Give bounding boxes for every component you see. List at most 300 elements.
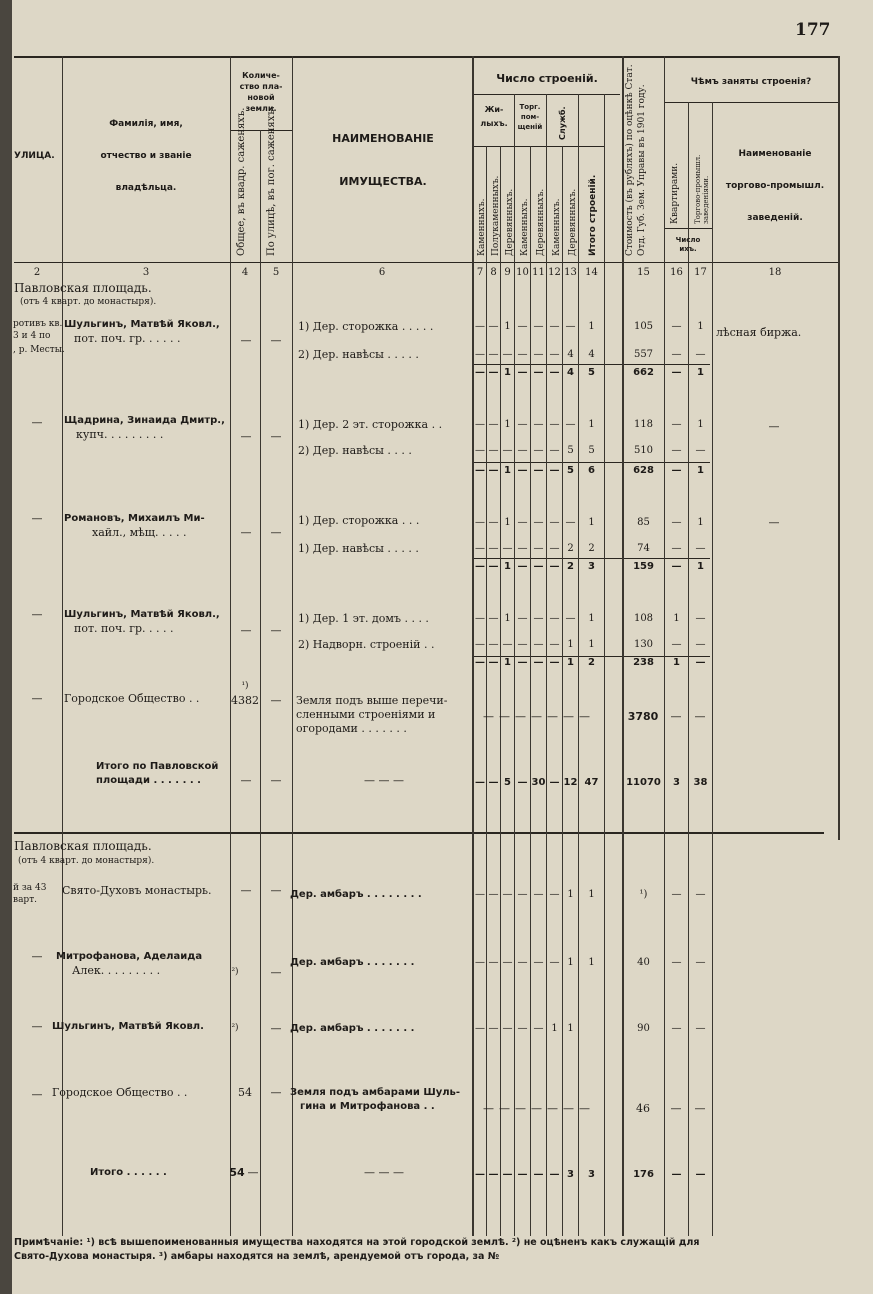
- land-area: 54: [238, 1086, 252, 1099]
- row-cell: 118: [633, 419, 654, 430]
- row-cell: 1: [588, 889, 595, 900]
- property-name: 1) Дер. сторожка . . . . .: [298, 320, 434, 333]
- row-cell: —: [671, 1169, 682, 1180]
- owner-title: купч. . . . . . . . .: [76, 428, 164, 441]
- row-cell: 1: [588, 321, 595, 332]
- row-cell: —: [695, 543, 706, 554]
- owner-name: Городское Общество . .: [64, 692, 200, 705]
- row-cell: —: [502, 1169, 513, 1180]
- row-cell: 1: [673, 613, 680, 624]
- row-cell: 90: [637, 1023, 650, 1034]
- row-cell: 4: [567, 367, 574, 378]
- row-cell: —: [517, 889, 528, 900]
- header-land-3: новой: [247, 93, 275, 102]
- section1-subtitle: (отъ 4 кварт. до монастыря).: [20, 297, 157, 307]
- land-dash: —: [270, 966, 282, 979]
- row-cell: —: [695, 957, 706, 968]
- row-cell: —: [549, 321, 560, 332]
- column-number: 11: [532, 267, 545, 278]
- column-number: 2: [33, 267, 41, 278]
- row-cell: —: [695, 889, 706, 900]
- row-cell: —: [488, 657, 499, 668]
- row-cell: —: [695, 657, 706, 668]
- row-cell: —: [565, 517, 576, 528]
- property-name: 2) Дер. навѣсы . . . .: [298, 444, 412, 457]
- header-occupied: Чѣмъ заняты строенія?: [690, 77, 812, 87]
- total-label-2: площади . . . . . . .: [96, 775, 201, 786]
- row-cell: —: [517, 561, 528, 572]
- row-cell: —: [549, 613, 560, 624]
- header-street: УЛИЦА.: [14, 151, 55, 161]
- header-property-1: НАИМЕНОВАНІЕ: [332, 132, 434, 145]
- row-cell: 6: [588, 465, 595, 476]
- land-dash: —: [270, 430, 282, 443]
- land-dash: —: [270, 334, 282, 347]
- col-rule: [260, 130, 261, 1236]
- column-number: 17: [694, 267, 707, 278]
- row-cell: 1: [567, 957, 574, 968]
- property-name: Дер. амбаръ . . . . . . .: [290, 1023, 415, 1034]
- row-cell: 85: [637, 517, 650, 528]
- row-cell: —: [475, 561, 485, 572]
- row-cell: 1: [588, 419, 595, 430]
- property-name: 2) Надворн. строеній . .: [298, 638, 435, 651]
- row-cell: 105: [633, 321, 654, 332]
- owner-title: хайл., мѣщ. . . . .: [92, 526, 187, 539]
- row-cell: —: [671, 419, 682, 430]
- land-dash: —: [270, 774, 282, 787]
- col-rule: [712, 102, 713, 1236]
- column-number: 8: [490, 267, 497, 278]
- row-cell: —: [533, 561, 544, 572]
- row-cell: —: [475, 1169, 485, 1180]
- land-dash: —: [247, 1166, 259, 1179]
- header-c7: Каменныхъ.: [477, 198, 487, 256]
- row-cell: —: [695, 445, 706, 456]
- row-cell: 1: [567, 657, 574, 668]
- row-cell: 5: [588, 445, 595, 456]
- row-cell: —: [533, 445, 544, 456]
- section2-street-2: варт.: [13, 895, 38, 905]
- column-number: 6: [378, 267, 386, 278]
- header-bottom-rule: [14, 262, 838, 263]
- row-cell: —: [549, 517, 560, 528]
- street-dash: —: [31, 1088, 43, 1101]
- row-cell: —: [533, 639, 544, 650]
- land-dash: —: [270, 624, 282, 637]
- row-cell: 2: [588, 657, 595, 668]
- section-divider-rule: [14, 832, 824, 834]
- property-name: Дер. амбаръ . . . . . . .: [290, 957, 415, 968]
- subtotal-rule: [474, 364, 710, 365]
- row-cell: 1: [697, 321, 704, 332]
- value-cell: 3780: [627, 710, 659, 723]
- row-cell: —: [549, 445, 560, 456]
- row-cell: —: [549, 465, 560, 476]
- row-cell: 1: [697, 465, 704, 476]
- row-cell: —: [502, 1023, 513, 1034]
- owner-name: Шульгинъ, Матвѣй Яковл.,: [64, 609, 220, 620]
- header-residential-1: Жи-: [484, 105, 504, 114]
- row-cell: —: [475, 349, 485, 360]
- row-cell: 1: [504, 367, 511, 378]
- header-buildings: Число строеній.: [496, 72, 598, 85]
- header-c12: Каменныхъ.: [552, 198, 562, 256]
- property-name: Земля подъ выше перечи-: [296, 694, 448, 707]
- row-cell: 108: [633, 613, 654, 624]
- row-cell: —: [565, 613, 576, 624]
- row-cell: —: [517, 777, 528, 788]
- owner-name: Щадрина, Зинаида Дмитр.,: [64, 415, 225, 426]
- row-cell: 4: [567, 349, 574, 360]
- row-cell: —: [549, 561, 560, 572]
- enterprise-name: лѣсная биржа.: [716, 326, 802, 339]
- header-c9: Деревянныхъ.: [505, 188, 515, 256]
- row-cell: —: [488, 1169, 499, 1180]
- row-cell: 1: [504, 321, 511, 332]
- row-cell: 3: [588, 561, 595, 572]
- row-cell: —: [695, 639, 706, 650]
- row-cell: —: [549, 543, 560, 554]
- section1-street-3: , р. Месты.: [13, 345, 65, 355]
- column-number: 12: [548, 267, 561, 278]
- row-cell: —: [549, 657, 560, 668]
- row-cell: 47: [584, 777, 599, 788]
- row-cell: —: [517, 517, 528, 528]
- row-cell: 1: [697, 561, 704, 572]
- row-cell: —: [671, 957, 682, 968]
- row-cell: —: [517, 613, 528, 624]
- row-cell: —: [549, 419, 560, 430]
- row-cell: —: [475, 1023, 485, 1034]
- property-name: Земля подъ амбарами Шуль-: [290, 1087, 461, 1098]
- header-c17-count-1: Число: [675, 236, 701, 244]
- col-rule: [562, 146, 563, 1236]
- row-cell: 176: [633, 1169, 654, 1180]
- row-cell: —: [475, 445, 485, 456]
- row-cell: —: [517, 349, 528, 360]
- row-cell: —: [488, 419, 499, 430]
- header-trade-3: щеній: [517, 123, 543, 131]
- row-cell: —: [533, 1169, 544, 1180]
- header-c11: Деревянныхъ.: [536, 188, 546, 256]
- street-dash: —: [31, 416, 43, 429]
- land-dash: —: [270, 1086, 282, 1099]
- property-name: 1) Дер. сторожка . . .: [298, 514, 420, 527]
- row-cell: 11070: [626, 777, 661, 788]
- row-cell: —: [475, 367, 485, 378]
- row-cell: —: [533, 367, 544, 378]
- row-cell: —: [671, 465, 682, 476]
- land-dash: —: [270, 694, 282, 707]
- col-rule: [500, 146, 501, 1236]
- header-land-1: Количе-: [242, 71, 280, 80]
- header-land-4: земли.: [245, 104, 277, 113]
- row-cell: —: [533, 321, 544, 332]
- row-cell: —: [671, 1023, 682, 1034]
- page-number: 177: [795, 20, 831, 40]
- row-cell: 5: [504, 777, 511, 788]
- header-c14: Итого строеній.: [588, 174, 598, 256]
- row-cell: —: [502, 639, 513, 650]
- row-cell: 38: [693, 777, 708, 788]
- owner-name: Шульгинъ, Матвѣй Яковл.,: [64, 319, 220, 330]
- row-cell: —: [475, 321, 485, 332]
- row-cell: —: [671, 889, 682, 900]
- row-cell: —: [549, 957, 560, 968]
- total-label: Итого . . . . . .: [90, 1167, 167, 1178]
- row-cell: —: [549, 349, 560, 360]
- column-number: 5: [272, 267, 280, 278]
- row-cell: —: [671, 321, 682, 332]
- header-owner-1: Фамилія, имя,: [109, 119, 183, 129]
- row-cell: 3: [673, 777, 680, 788]
- row-cell: 2: [588, 543, 595, 554]
- enterprise-dash: —: [768, 516, 780, 529]
- footnote-line-1: Примѣчаніе: ¹) всѣ вышепоименованныя имущества находятся на этой городской землѣ. ²) не оцѣненъ какъ служащій для: [14, 1237, 700, 1248]
- land-dash: —: [270, 884, 282, 897]
- owner-name: Городское Общество . .: [52, 1086, 188, 1099]
- rule-occupied-sub: [664, 102, 838, 103]
- row-cell: 2: [567, 543, 574, 554]
- col-rule: [838, 56, 840, 840]
- row-cell: 3: [588, 1169, 595, 1180]
- row-cell: 557: [633, 349, 654, 360]
- total-property-dashes: — — —: [364, 1166, 404, 1179]
- col-rule: [230, 56, 231, 1236]
- col-rule: [486, 146, 487, 1236]
- row-cell: —: [517, 657, 528, 668]
- row-cell: —: [549, 889, 560, 900]
- row-cell: —: [695, 349, 706, 360]
- row-cell: 1: [697, 367, 704, 378]
- value-cell: 46: [636, 1102, 650, 1115]
- row-cell: 2: [567, 561, 574, 572]
- row-cell: 5: [567, 445, 574, 456]
- row-cell: ¹): [639, 889, 648, 900]
- row-cell: —: [502, 543, 513, 554]
- row-cell: —: [549, 777, 560, 788]
- row-cell: —: [475, 419, 485, 430]
- row-cell: 12: [563, 777, 578, 788]
- column-number: 18: [768, 267, 782, 278]
- row-cell: —: [671, 445, 682, 456]
- row-cell: 1: [697, 517, 704, 528]
- header-residential-2: лыхъ.: [480, 119, 508, 128]
- page-binding-edge: [0, 0, 12, 1294]
- col-rule: [292, 56, 293, 1236]
- header-trade-2: пом-: [520, 113, 540, 121]
- subtotal-rule: [474, 558, 710, 559]
- header-c16: Квартирами.: [670, 162, 680, 224]
- row-cell: —: [565, 321, 576, 332]
- column-number: 4: [241, 267, 249, 278]
- table-top-rule: [14, 56, 838, 58]
- dash-row: ———————: [483, 1102, 595, 1115]
- owner-name: Романовъ, Михаилъ Ми-: [64, 513, 205, 524]
- header-c15: Стоимость (въ рубляхъ) по оцѣнкѣ Стат. Отд. Губ. Зем. Управы въ 1901 году.: [625, 64, 647, 256]
- land-note: ¹): [241, 681, 249, 691]
- row-cell: —: [565, 419, 576, 430]
- row-cell: 1: [504, 419, 511, 430]
- row-cell: 1: [504, 465, 511, 476]
- land-dash: —: [240, 430, 252, 443]
- row-cell: —: [517, 321, 528, 332]
- property-name: гина и Митрофанова . .: [300, 1101, 435, 1112]
- rule-type-sub: [474, 146, 604, 147]
- land-area: 4382: [231, 694, 259, 707]
- header-land-street: По улицѣ, въ пог. саженяхъ.: [266, 106, 277, 256]
- dash-cell: —: [670, 710, 682, 723]
- row-cell: 1: [673, 657, 680, 668]
- row-cell: —: [533, 349, 544, 360]
- row-cell: 4: [588, 349, 595, 360]
- section1-street-2: 3 и 4 по: [13, 331, 51, 341]
- land-note: ²): [231, 967, 239, 977]
- row-cell: —: [533, 657, 544, 668]
- column-number: 9: [504, 267, 511, 278]
- col-rule: [530, 146, 531, 1236]
- row-cell: 5: [567, 465, 574, 476]
- row-cell: 1: [697, 419, 704, 430]
- row-cell: —: [549, 639, 560, 650]
- land-dash: —: [240, 624, 252, 637]
- row-cell: —: [517, 957, 528, 968]
- header-trade-1: Торг.: [519, 103, 541, 111]
- row-cell: —: [671, 561, 682, 572]
- street-dash: —: [31, 608, 43, 621]
- row-cell: —: [517, 465, 528, 476]
- row-cell: —: [671, 543, 682, 554]
- column-number: 3: [142, 267, 150, 278]
- row-cell: —: [517, 1169, 528, 1180]
- row-cell: —: [488, 889, 499, 900]
- property-name: 2) Дер. навѣсы . . . . .: [298, 348, 419, 361]
- column-number: 15: [637, 267, 650, 278]
- row-cell: 74: [637, 543, 650, 554]
- col-rule: [604, 94, 605, 1236]
- row-cell: —: [475, 657, 485, 668]
- row-cell: —: [671, 349, 682, 360]
- row-cell: —: [488, 561, 499, 572]
- header-c18-1: Наименованіе: [738, 149, 812, 159]
- row-cell: —: [475, 517, 485, 528]
- owner-name: Митрофанова, Аделаида: [56, 951, 203, 962]
- owner-title: пот. поч. гр. . . . . .: [74, 332, 181, 345]
- dash-cell: —: [694, 1102, 706, 1115]
- header-c13: Деревянныхъ.: [568, 188, 578, 256]
- row-cell: —: [502, 957, 513, 968]
- col-rule: [62, 56, 63, 1236]
- row-cell: 1: [567, 1023, 574, 1034]
- row-cell: 628: [633, 465, 654, 476]
- row-cell: —: [502, 889, 513, 900]
- row-cell: —: [488, 349, 499, 360]
- property-name: сленными строеніями и: [296, 708, 436, 721]
- property-name: 1) Дер. навѣсы . . . . .: [298, 542, 419, 555]
- row-cell: —: [549, 1169, 560, 1180]
- row-cell: —: [695, 1169, 706, 1180]
- row-cell: 1: [588, 613, 595, 624]
- column-number: 10: [516, 267, 529, 278]
- row-cell: —: [671, 639, 682, 650]
- row-cell: —: [533, 543, 544, 554]
- row-cell: —: [533, 613, 544, 624]
- row-cell: 1: [504, 561, 511, 572]
- row-cell: —: [488, 367, 499, 378]
- owner-title: Алек. . . . . . . . .: [72, 964, 161, 977]
- land-dash: —: [240, 526, 252, 539]
- row-cell: —: [549, 367, 560, 378]
- header-c17-count-2: ихъ.: [679, 245, 697, 253]
- row-cell: —: [488, 445, 499, 456]
- header-c18-2: торгово-промышл.: [725, 181, 825, 191]
- section2-subtitle: (отъ 4 кварт. до монастыря).: [18, 856, 155, 866]
- row-cell: —: [517, 445, 528, 456]
- street-dash: —: [31, 950, 43, 963]
- row-cell: —: [502, 445, 513, 456]
- row-cell: —: [475, 639, 485, 650]
- row-cell: —: [488, 957, 499, 968]
- row-cell: 1: [588, 957, 595, 968]
- row-cell: 238: [633, 657, 654, 668]
- row-cell: —: [517, 367, 528, 378]
- row-cell: 159: [633, 561, 654, 572]
- row-cell: 1: [588, 639, 595, 650]
- property-name: 1) Дер. 2 эт. сторожка . .: [298, 418, 443, 431]
- column-number: 7: [476, 267, 484, 278]
- row-cell: —: [517, 639, 528, 650]
- row-cell: 1: [567, 889, 574, 900]
- header-c10: Каменныхъ.: [520, 198, 530, 256]
- street-dash: —: [31, 1020, 43, 1033]
- total-label-1: Итого по Павловской: [96, 761, 219, 772]
- row-cell: —: [488, 543, 499, 554]
- land-dash: —: [240, 884, 252, 897]
- footnote-line-2: Свято-Духова монастыря. ³) амбары находятся на землѣ, арендуемой отъ города, за №: [14, 1251, 500, 1262]
- row-cell: —: [533, 1023, 544, 1034]
- column-number: 13: [564, 267, 577, 278]
- row-cell: 1: [504, 517, 511, 528]
- land-dash: —: [240, 774, 252, 787]
- row-cell: —: [488, 321, 499, 332]
- row-cell: —: [533, 465, 544, 476]
- row-cell: —: [475, 957, 485, 968]
- row-cell: —: [671, 517, 682, 528]
- row-cell: —: [695, 1023, 706, 1034]
- land-note: ²): [231, 1023, 239, 1033]
- street-dash: —: [31, 512, 43, 525]
- row-cell: 662: [633, 367, 654, 378]
- header-owner-2: отчество и званіе: [100, 151, 192, 161]
- row-cell: —: [488, 1023, 499, 1034]
- total-property-dashes: — — —: [364, 774, 404, 787]
- row-cell: —: [533, 957, 544, 968]
- row-cell: —: [488, 613, 499, 624]
- subtotal-rule: [474, 462, 710, 463]
- column-number: 16: [670, 267, 683, 278]
- row-cell: 130: [633, 639, 654, 650]
- enterprise-dash: —: [768, 420, 780, 433]
- owner-title: пот. поч. гр. . . . .: [74, 622, 174, 635]
- column-number: 14: [585, 267, 598, 278]
- row-cell: —: [517, 1023, 528, 1034]
- owner-name: Шульгинъ, Матвѣй Яковл.: [52, 1021, 204, 1032]
- row-cell: 1: [567, 639, 574, 650]
- land-dash: —: [240, 334, 252, 347]
- street-dash: —: [31, 692, 43, 705]
- row-cell: —: [517, 543, 528, 554]
